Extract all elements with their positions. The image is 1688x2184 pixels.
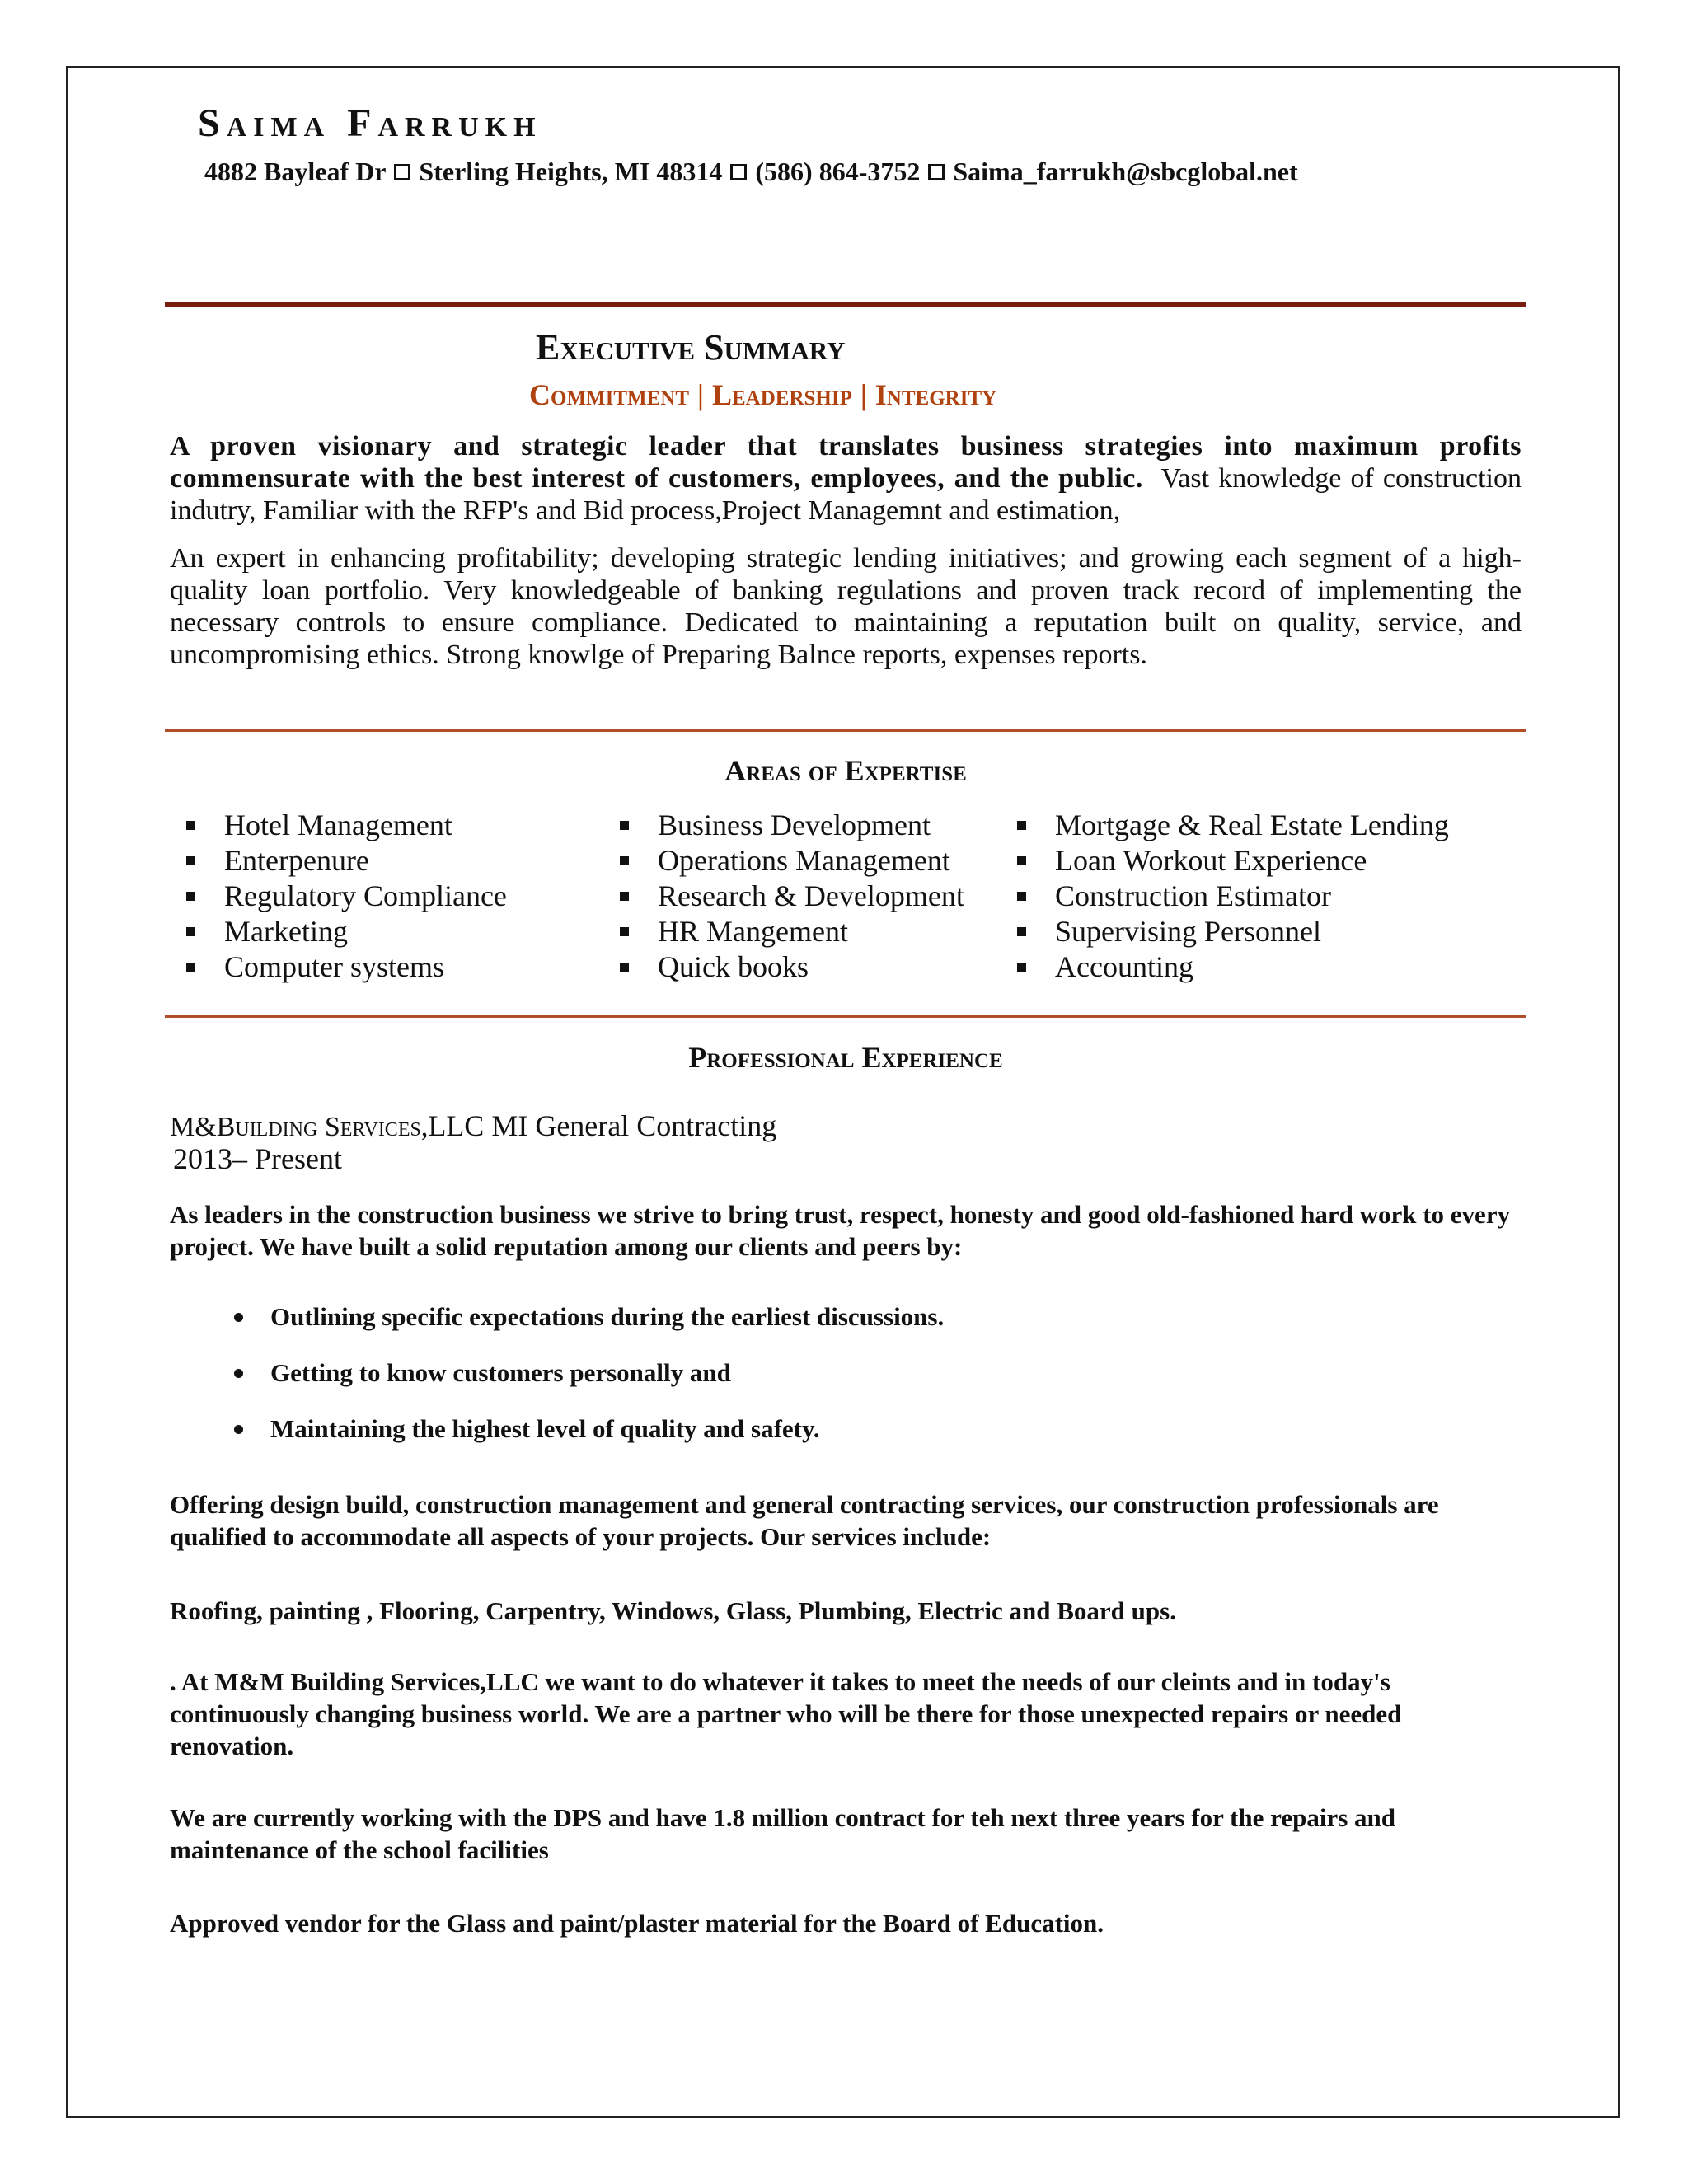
- list-item: Supervising Personnel: [1012, 914, 1449, 949]
- list-item: Outlining specific expectations during the earliest discussions.: [231, 1301, 944, 1357]
- checkbox-icon: [928, 164, 945, 180]
- mission-paragraph: . At M&M Building Services,LLC we want to do whatever it takes to meet the needs of our cleints and in today's continuously changing business world. We are a partner who will be there for those unexpected repairs or needed renovation.: [170, 1667, 1402, 1760]
- value-leadership: Leadership: [711, 378, 852, 411]
- summary-lead-statement: A proven visionary and strategic leader that translates business strategies into maximum profits commensurate with the best interest of customers, employees, and the public.: [170, 431, 1522, 494]
- contact-phone: (586) 864-3752: [755, 157, 921, 186]
- contact-email[interactable]: Saima_farrukh@sbcglobal.net: [953, 157, 1298, 186]
- experience-bullets: [231, 1301, 944, 1469]
- list-item: Quick books: [615, 949, 1012, 985]
- dps-contract-paragraph: We are currently working with the DPS and have 1.8 million contract for teh next three years for the repairs and maintenance of the school facilities: [170, 1803, 1396, 1864]
- expertise-column-2: [615, 808, 1012, 985]
- expertise-column-1: [181, 808, 615, 985]
- employment-dates: 2013– Present: [173, 1142, 342, 1175]
- summary-paragraph-1: [170, 430, 1522, 527]
- contact-line: [204, 157, 1298, 187]
- services-list: Roofing, painting , Flooring, Carpentry, Windows, Glass, Plumbing, Electric and Board ups.: [170, 1596, 1176, 1625]
- list-item: Getting to know customers personally and: [231, 1357, 944, 1413]
- expertise-list: [181, 808, 1533, 985]
- list-item: HR Mangement: [615, 914, 1012, 949]
- company-line: [170, 1108, 776, 1143]
- candidate-name: Saima Farrukh: [198, 101, 542, 145]
- list-item: Computer systems: [181, 949, 615, 985]
- separator: |: [860, 378, 867, 411]
- list-item: Operations Management: [615, 843, 1012, 879]
- expertise-column-3: [1012, 808, 1449, 985]
- summary-continuation: Vast knowledge of construction indutry, Familiar with the RFP's and Bid process,Project Managemnt and estimation,: [170, 463, 1522, 526]
- list-item: Business Development: [615, 808, 1012, 843]
- contact-city: Sterling Heights, MI 48314: [419, 157, 723, 186]
- value-integrity: Integrity: [874, 378, 997, 411]
- list-item: Accounting: [1012, 949, 1449, 985]
- experience-title: Professional Experience: [688, 1041, 1003, 1074]
- checkbox-icon: [730, 164, 747, 180]
- list-item: Mortgage & Real Estate Lending: [1012, 808, 1449, 843]
- list-item: Maintaining the highest level of quality and safety.: [231, 1413, 944, 1469]
- section-divider: [165, 302, 1526, 307]
- company-descriptor: LLC MI General Contracting: [428, 1109, 777, 1142]
- list-item: Enterpenure: [181, 843, 615, 879]
- list-item: Hotel Management: [181, 808, 615, 843]
- executive-summary-title: Executive Summary: [536, 327, 846, 368]
- list-item: Construction Estimator: [1012, 879, 1449, 914]
- core-values: [529, 377, 996, 412]
- expertise-title: Areas of Expertise: [724, 754, 967, 787]
- value-commitment: Commitment: [529, 378, 690, 411]
- services-intro: Offering design build, construction management and general contracting services, our construction professionals are qualified to accommodate all aspects of your projects. Our services include:: [170, 1490, 1439, 1551]
- checkbox-icon: [394, 164, 410, 180]
- contact-address: 4882 Bayleaf Dr: [204, 157, 387, 186]
- section-divider: [165, 729, 1526, 732]
- experience-intro: As leaders in the construction business we strive to bring trust, respect, honesty and good old-fashioned hard work to every project. We have built a solid reputation among our clients and peers by:: [170, 1200, 1511, 1261]
- list-item: Research & Development: [615, 879, 1012, 914]
- summary-paragraph-2: An expert in enhancing profitability; developing strategic lending initiatives; and growing each segment of a high-quality loan portfolio. Very knowledgeable of banking regulations and proven track record of implementing the necessary controls to ensure compliance. Dedicated to maintaining a reputation built on quality, service, and uncompromising ethics. Strong knowlge of Preparing Balnce reports, expenses reports.: [170, 543, 1522, 670]
- section-divider: [165, 1015, 1526, 1018]
- list-item: Regulatory Compliance: [181, 879, 615, 914]
- list-item: Marketing: [181, 914, 615, 949]
- list-item: Loan Workout Experience: [1012, 843, 1449, 879]
- separator: |: [697, 378, 704, 411]
- vendor-paragraph: Approved vendor for the Glass and paint/plaster material for the Board of Education.: [170, 1909, 1104, 1938]
- company-name: M&Building Services,: [170, 1112, 429, 1142]
